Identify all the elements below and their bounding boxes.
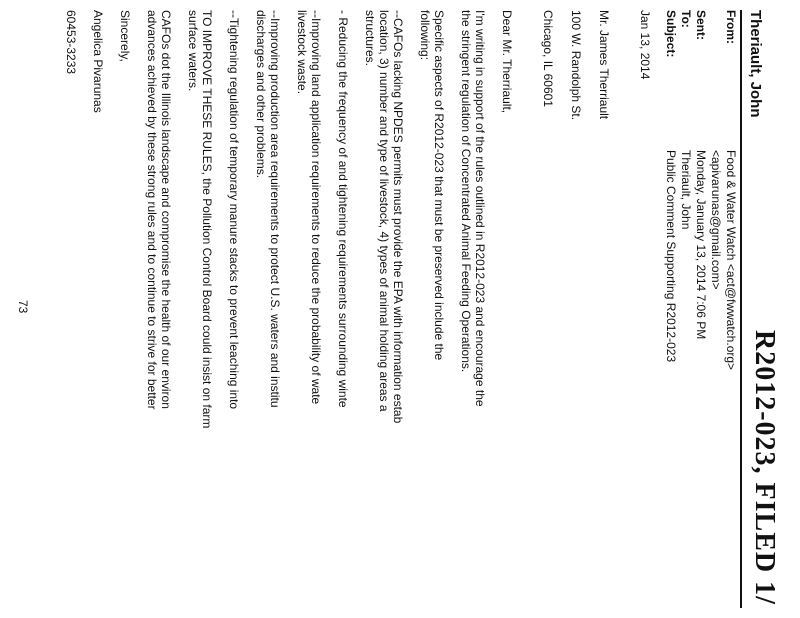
aspects-intro: Specific aspects of R2012-023 that must be preserved include the following: <box>418 10 446 361</box>
header-label: Subject: <box>664 10 678 58</box>
bullet-item: --Tightening regulation of temporary manure stacks to prevent leaching into <box>227 10 241 410</box>
address-line: 100 W. Randolph St. <box>569 10 583 121</box>
header-value: Public Comment Supporting R2012-023 <box>664 150 678 363</box>
header-row-to <box>678 10 693 370</box>
header-value: Food & Water Watch <act@fwwatch.org> <box>724 150 738 371</box>
header-row-from-cont <box>708 10 723 370</box>
email-header <box>663 10 738 370</box>
recipient-address <box>527 10 625 618</box>
signer-name: Angelica Pivarunas <box>91 10 105 113</box>
salutation: Dear Mr. Therriault, <box>500 10 514 114</box>
header-label <box>708 10 723 150</box>
letter-date: Jan 13, 2014 <box>638 10 652 80</box>
bullet-item: --Improving land application requirements to reduce the probability of wate livestock waste. <box>295 10 323 405</box>
bullet-item: --Improving production area requirements to protect U.S. waters and institu discharges and other problems. <box>254 10 282 408</box>
address-line: Mr. James Therriault <box>597 10 611 120</box>
header-row-from <box>723 10 738 370</box>
header-row-subject <box>663 10 678 370</box>
letter-body <box>64 10 652 618</box>
header-row-sent <box>693 10 708 370</box>
closing-paragraph: CAFOs dot the Illinois landscape and compromise the health of our environ advances achieved by these strong rules and to continue to strive for better <box>145 10 173 410</box>
improve-paragraph: TO IMPROVE THESE RULES, the Pollution Control Board could insist on farm surface waters. <box>186 10 214 429</box>
header-value: Theriault, John <box>679 150 693 230</box>
bullet-item: - Reducing the frequency of and tightening requirements surrounding winte <box>336 10 350 408</box>
header-value: Monday, January 13, 2014 7:06 PM <box>694 150 708 340</box>
header-label: To: <box>679 10 693 28</box>
signoff: Sincerely, <box>118 10 132 62</box>
address-line: Chicago, IL 60601 <box>541 10 555 107</box>
bullet-item: --CAFOs lacking NPDES permits must provide the EPA with information estab location, 3) number and type of livestock, 4) types of animal holding areas a structures. <box>363 10 405 424</box>
header-divider <box>740 10 742 608</box>
header-label: Sent: <box>694 10 708 40</box>
signer-zip: 60453-3233 <box>64 10 78 75</box>
header-value: <apivarunas@gmail.com> <box>709 150 723 290</box>
intro-paragraph: I'm writing in support of the rules outlined in R2012-023 and encourage the the stringent regulation of Concentrated Animal Feeding Operations. <box>459 10 487 407</box>
header-label: From: <box>724 10 738 44</box>
page-number: 73 <box>16 300 30 314</box>
filing-stamp: R2012-023, FILED 1/ <box>749 330 780 605</box>
sender-name: Theriault, John <box>747 10 764 118</box>
